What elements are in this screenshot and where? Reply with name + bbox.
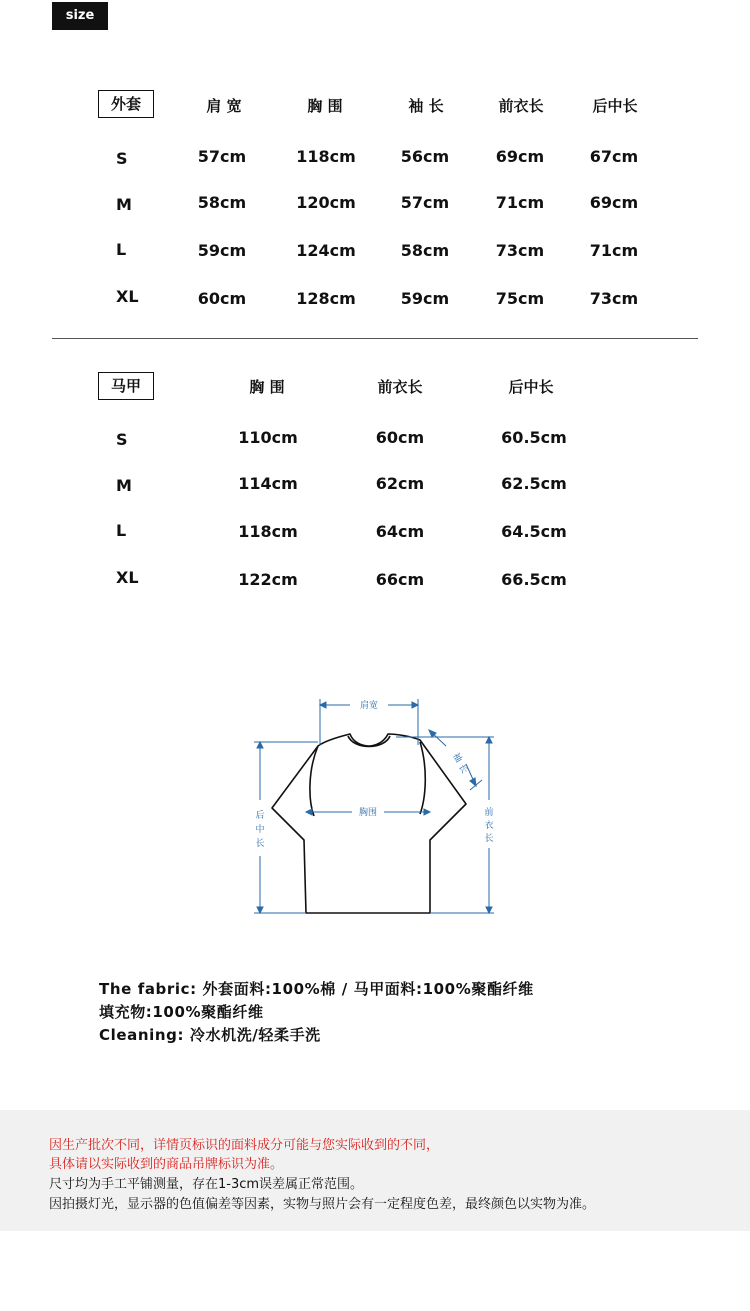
size-label: S <box>116 149 128 168</box>
table-cell: 64cm <box>375 522 425 541</box>
table-cell: 62cm <box>375 474 425 493</box>
chest-label: 胸围 <box>358 808 378 818</box>
tshirt-outline-icon <box>272 734 466 913</box>
cleaning-line: Cleaning: 冷水机洗/轻柔手洗 <box>99 1026 321 1044</box>
jacket-header-sleeve: 袖 长 <box>408 97 444 115</box>
arrow-head <box>320 702 326 708</box>
arrow-head <box>486 737 492 743</box>
table-cell: 60cm <box>197 289 247 308</box>
table-cell: 60cm <box>375 428 425 447</box>
back-length-label: 中 <box>255 825 265 835</box>
filling-line: 填充物:100%聚酯纤维 <box>99 1003 264 1021</box>
jacket-label: 外套 <box>98 90 154 118</box>
arrow-head <box>257 742 263 748</box>
table-cell: 110cm <box>238 428 298 447</box>
arrow-head <box>257 907 263 913</box>
front-length-label: 长 <box>484 834 494 844</box>
size-label: L <box>116 521 127 540</box>
table-cell: 73cm <box>589 289 639 308</box>
table-cell: 57cm <box>197 147 247 166</box>
table-cell: 67cm <box>589 147 639 166</box>
table-cell: 64.5cm <box>501 522 567 541</box>
notice-line: 因拍摄灯光，显示器的色值偏差等因素，实物与照片会有一定程度色差，最终颜色以实物为准。 <box>49 1197 596 1212</box>
table-cell: 58cm <box>197 193 247 212</box>
vest-label: 马甲 <box>98 372 154 400</box>
jacket-header-shoulder: 肩 宽 <box>206 97 242 115</box>
notice-panel <box>0 1110 750 1231</box>
front-length-label: 前 <box>484 808 494 818</box>
size-label: XL <box>116 287 139 306</box>
notice-red-line: 具体请以实际收到的商品吊牌标识为准。 <box>49 1157 284 1172</box>
back-length-label: 长 <box>255 839 265 849</box>
front-length-label: 衣 <box>484 821 494 831</box>
jacket-header-chest: 胸 围 <box>307 97 343 115</box>
table-cell: 62.5cm <box>501 474 567 493</box>
table-cell: 118cm <box>238 522 298 541</box>
fabric-line: The fabric: 外套面料:100%棉 / 马甲面料:100%聚酯纤维 <box>99 980 534 998</box>
size-label: M <box>116 195 132 214</box>
table-cell: 59cm <box>400 289 450 308</box>
table-cell: 71cm <box>589 241 639 260</box>
table-cell: 122cm <box>238 570 298 589</box>
sleeve-label: 长 <box>456 762 470 776</box>
arrow-head <box>412 702 418 708</box>
size-label: L <box>116 240 127 259</box>
size-label: XL <box>116 568 139 587</box>
table-cell: 69cm <box>495 147 545 166</box>
sleeve-label: 袖 <box>450 751 464 765</box>
table-cell: 120cm <box>296 193 356 212</box>
arrow-head <box>486 907 492 913</box>
vest-header-back-length: 后中长 <box>508 378 554 396</box>
table-cell: 57cm <box>400 193 450 212</box>
vest-header-front-length: 前衣长 <box>377 378 423 396</box>
jacket-header-front-length: 前衣长 <box>498 97 544 115</box>
table-cell: 66cm <box>375 570 425 589</box>
size-label: M <box>116 476 132 495</box>
arrow-head <box>470 778 476 786</box>
size-label: S <box>116 430 128 449</box>
vest-header-chest: 胸 围 <box>249 378 285 396</box>
table-cell: 58cm <box>400 241 450 260</box>
table-cell: 118cm <box>296 147 356 166</box>
shoulder-label: 肩宽 <box>359 701 379 711</box>
table-cell: 124cm <box>296 241 356 260</box>
table-cell: 59cm <box>197 241 247 260</box>
jacket-header-back-length: 后中长 <box>592 97 638 115</box>
notice-line: 尺寸均为手工平铺测量，存在1-3cm误差属正常范围。 <box>49 1177 364 1192</box>
notice-red-line: 因生产批次不同，详情页标识的面料成分可能与您实际收到的不同， <box>49 1138 440 1153</box>
table-cell: 114cm <box>238 474 298 493</box>
back-length-label: 后 <box>255 811 265 821</box>
arrow-head <box>424 809 430 815</box>
table-cell: 73cm <box>495 241 545 260</box>
size-tag: size <box>52 2 108 30</box>
arrow-head <box>306 809 312 815</box>
table-cell: 128cm <box>296 289 356 308</box>
table-cell: 60.5cm <box>501 428 567 447</box>
table-cell: 75cm <box>495 289 545 308</box>
table-cell: 56cm <box>400 147 450 166</box>
table-cell: 69cm <box>589 193 639 212</box>
table-cell: 71cm <box>495 193 545 212</box>
table-cell: 66.5cm <box>501 570 567 589</box>
